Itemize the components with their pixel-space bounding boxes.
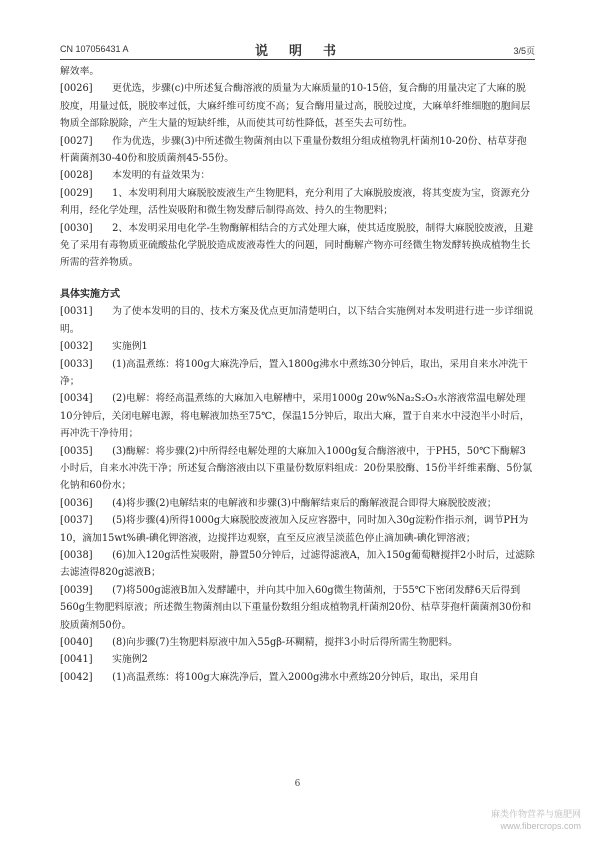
paragraph: [60, 495, 535, 512]
document-title: 说 明 书: [254, 44, 340, 59]
paragraph-number: [0028]: [60, 170, 93, 182]
paragraph: [60, 220, 535, 272]
paragraph-text: 2、本发明采用电化学-生物酶解相结合的方式处理大麻，使其适度脱胶，制得大麻脱胶废液，且避免了采用有毒物质亚硫酸盐化学脱胶造成废液毒性大的问题，同时酶解产物亦可经微生物发酵转换成植物生长所需的营养物质。: [60, 222, 534, 269]
paragraph-group-2: [60, 303, 535, 686]
paragraph: [60, 356, 535, 391]
document-code: CN 107056431 A: [60, 44, 129, 54]
paragraph-group-1: [60, 63, 535, 272]
section-title: 具体实施方式: [60, 288, 120, 300]
paragraph: [60, 63, 535, 80]
paragraph-text: (3)酶解：将步骤(2)中所得经电解处理的大麻加入1000g复合酶溶液中，于PH5，50℃下酶解3小时后，自来水冲洗干净；所述复合酶溶液由以下重量份数原料组成：20份果胶酶、15份半纤维素酶、5份氯化钠和60份水；: [60, 445, 533, 492]
paragraph-number: [0032]: [60, 341, 93, 353]
paragraph-number: [0041]: [60, 654, 93, 666]
page-indicator: 3/5页: [513, 46, 535, 56]
watermark: [491, 808, 581, 832]
paragraph-text: (1)高温煮练：将100g大麻洗净后，置入1800g沸水中煮练30分钟后，取出，采用自来水冲洗干净；: [60, 358, 528, 387]
paragraph-text: (5)将步骤(4)所得1000g大麻脱胶废液加入反应容器中，同时加入30g淀粉作指示剂，调节PH为10，滴加15wt%碘-碘化钾溶液，边搅拌边观察，直至反应液呈淡蓝色停止滴加碘-碘化钾溶液；: [60, 515, 529, 544]
paragraph-number: [0035]: [60, 445, 93, 457]
paragraph-text: 作为优选，步骤(3)中所述微生物菌剂由以下重量份数组分组成植物乳杆菌剂10-20份、枯草芽孢杆菌菌剂30-40份和胶质菌剂45-55份。: [60, 135, 527, 165]
paragraph-number: [0027]: [60, 135, 93, 147]
paragraph: [60, 167, 535, 184]
paragraph-number: [0039]: [60, 584, 93, 596]
paragraph-text: (2)电解：将经高温煮练的大麻加入电解槽中，采用1000g 20w%Na₂S₂O₃水溶液常温电解处理10分钟后，关闭电解电源，将电解液加热至75℃，保温15分钟后，取出大麻，置于自来水中浸泡半小时后，再冲洗干净待用；: [60, 393, 530, 440]
paragraph-text: (1)高温煮练：将100g大麻洗净后，置入2000g沸水中煮练20分钟后，取出，采用自: [112, 671, 479, 683]
paragraph-number: [0034]: [60, 393, 93, 405]
paragraph: [60, 390, 535, 442]
paragraph-text: (8)向步骤(7)生物肥料原液中加入55gβ-环糊精，搅拌3小时后得所需生物肥料。: [112, 637, 458, 648]
paragraph-text: 实施例1: [112, 341, 148, 353]
paragraph-number: [0033]: [60, 358, 93, 370]
page-header: [60, 40, 535, 58]
paragraph-number: [0031]: [60, 306, 93, 318]
watermark-line-2: www.fibercrops.com: [500, 821, 581, 831]
paragraph-text: 更优选，步骤(c)中所述复合酶溶液的质量为大麻质量的10-15倍，复合酶的用量决定了大麻的脱胶度，用量过低，脱胶率过低，大麻纤维可纺度不高；复合酶用量过高，脱胶过度，大麻单纤维细胞的胞间层物质全部除脱除，产生大量的短缺纤维，从而使其可纺性降低，甚至失去可纺性。: [60, 83, 531, 130]
paragraph: [60, 651, 535, 668]
page-number: 6: [294, 779, 301, 789]
paragraph-number: [0040]: [60, 637, 93, 648]
paragraph-text: 解效率。: [60, 66, 100, 77]
paragraph: [60, 443, 535, 495]
paragraph: [60, 512, 535, 547]
paragraph: [60, 80, 535, 132]
paragraph-number: [0029]: [60, 187, 93, 199]
header-rule: [60, 59, 535, 60]
paragraph-text: 实施例2: [112, 654, 148, 666]
paragraph: [60, 669, 535, 686]
paragraph: [60, 133, 535, 168]
paragraph-number: [0026]: [60, 83, 93, 95]
paragraph-number: [0037]: [60, 515, 93, 527]
paragraph: [60, 303, 535, 338]
paragraph: [60, 634, 535, 651]
paragraph-number: [0030]: [60, 222, 93, 234]
paragraph-text: (4)将步骤(2)电解结束的电解液和步骤(3)中酶解结束后的酶解液混合即得大麻脱胶废液；: [112, 497, 497, 509]
paragraph-text: (7)将500g滤液B加入发酵罐中，并向其中加入60g微生物菌剂，于55℃下密闭发酵6天后得到560g生物肥料原液；所述微生物菌剂由以下重量份数组分组成植物乳杆菌剂20份、枯草芽孢杆菌菌剂30份和胶质菌剂50份。: [60, 584, 532, 631]
paragraph-number: [0036]: [60, 497, 93, 509]
paragraph-number: [0042]: [60, 671, 93, 683]
paragraph-number: [0038]: [60, 549, 93, 561]
paragraph: [60, 185, 535, 220]
paragraph-text: 1、本发明利用大麻脱胶废液生产生物肥料，充分利用了大麻脱胶废液，将其变废为宝，资源充分利用，经化学处理，活性炭吸附和微生物发酵后制得高效、持久的生物肥料；: [60, 187, 530, 217]
paragraph: [60, 547, 535, 582]
paragraph-text: 本发明的有益效果为：: [112, 170, 211, 182]
paragraph: [60, 338, 535, 355]
paragraph-text: (6)加入120g活性炭吸附，静置50分钟后，过滤得滤液A，加入150g葡萄糖搅拌2小时后，过滤除去滤渣得820g滤液B；: [60, 549, 535, 579]
paragraph: [60, 582, 535, 634]
watermark-line-1: 麻类作物营养与施肥网: [490, 809, 581, 819]
paragraph-text: 为了使本发明的目的、技术方案及优点更加清楚明白，以下结合实施例对本发明进行进一步详细说明。: [60, 306, 534, 335]
document-body: [60, 63, 535, 686]
